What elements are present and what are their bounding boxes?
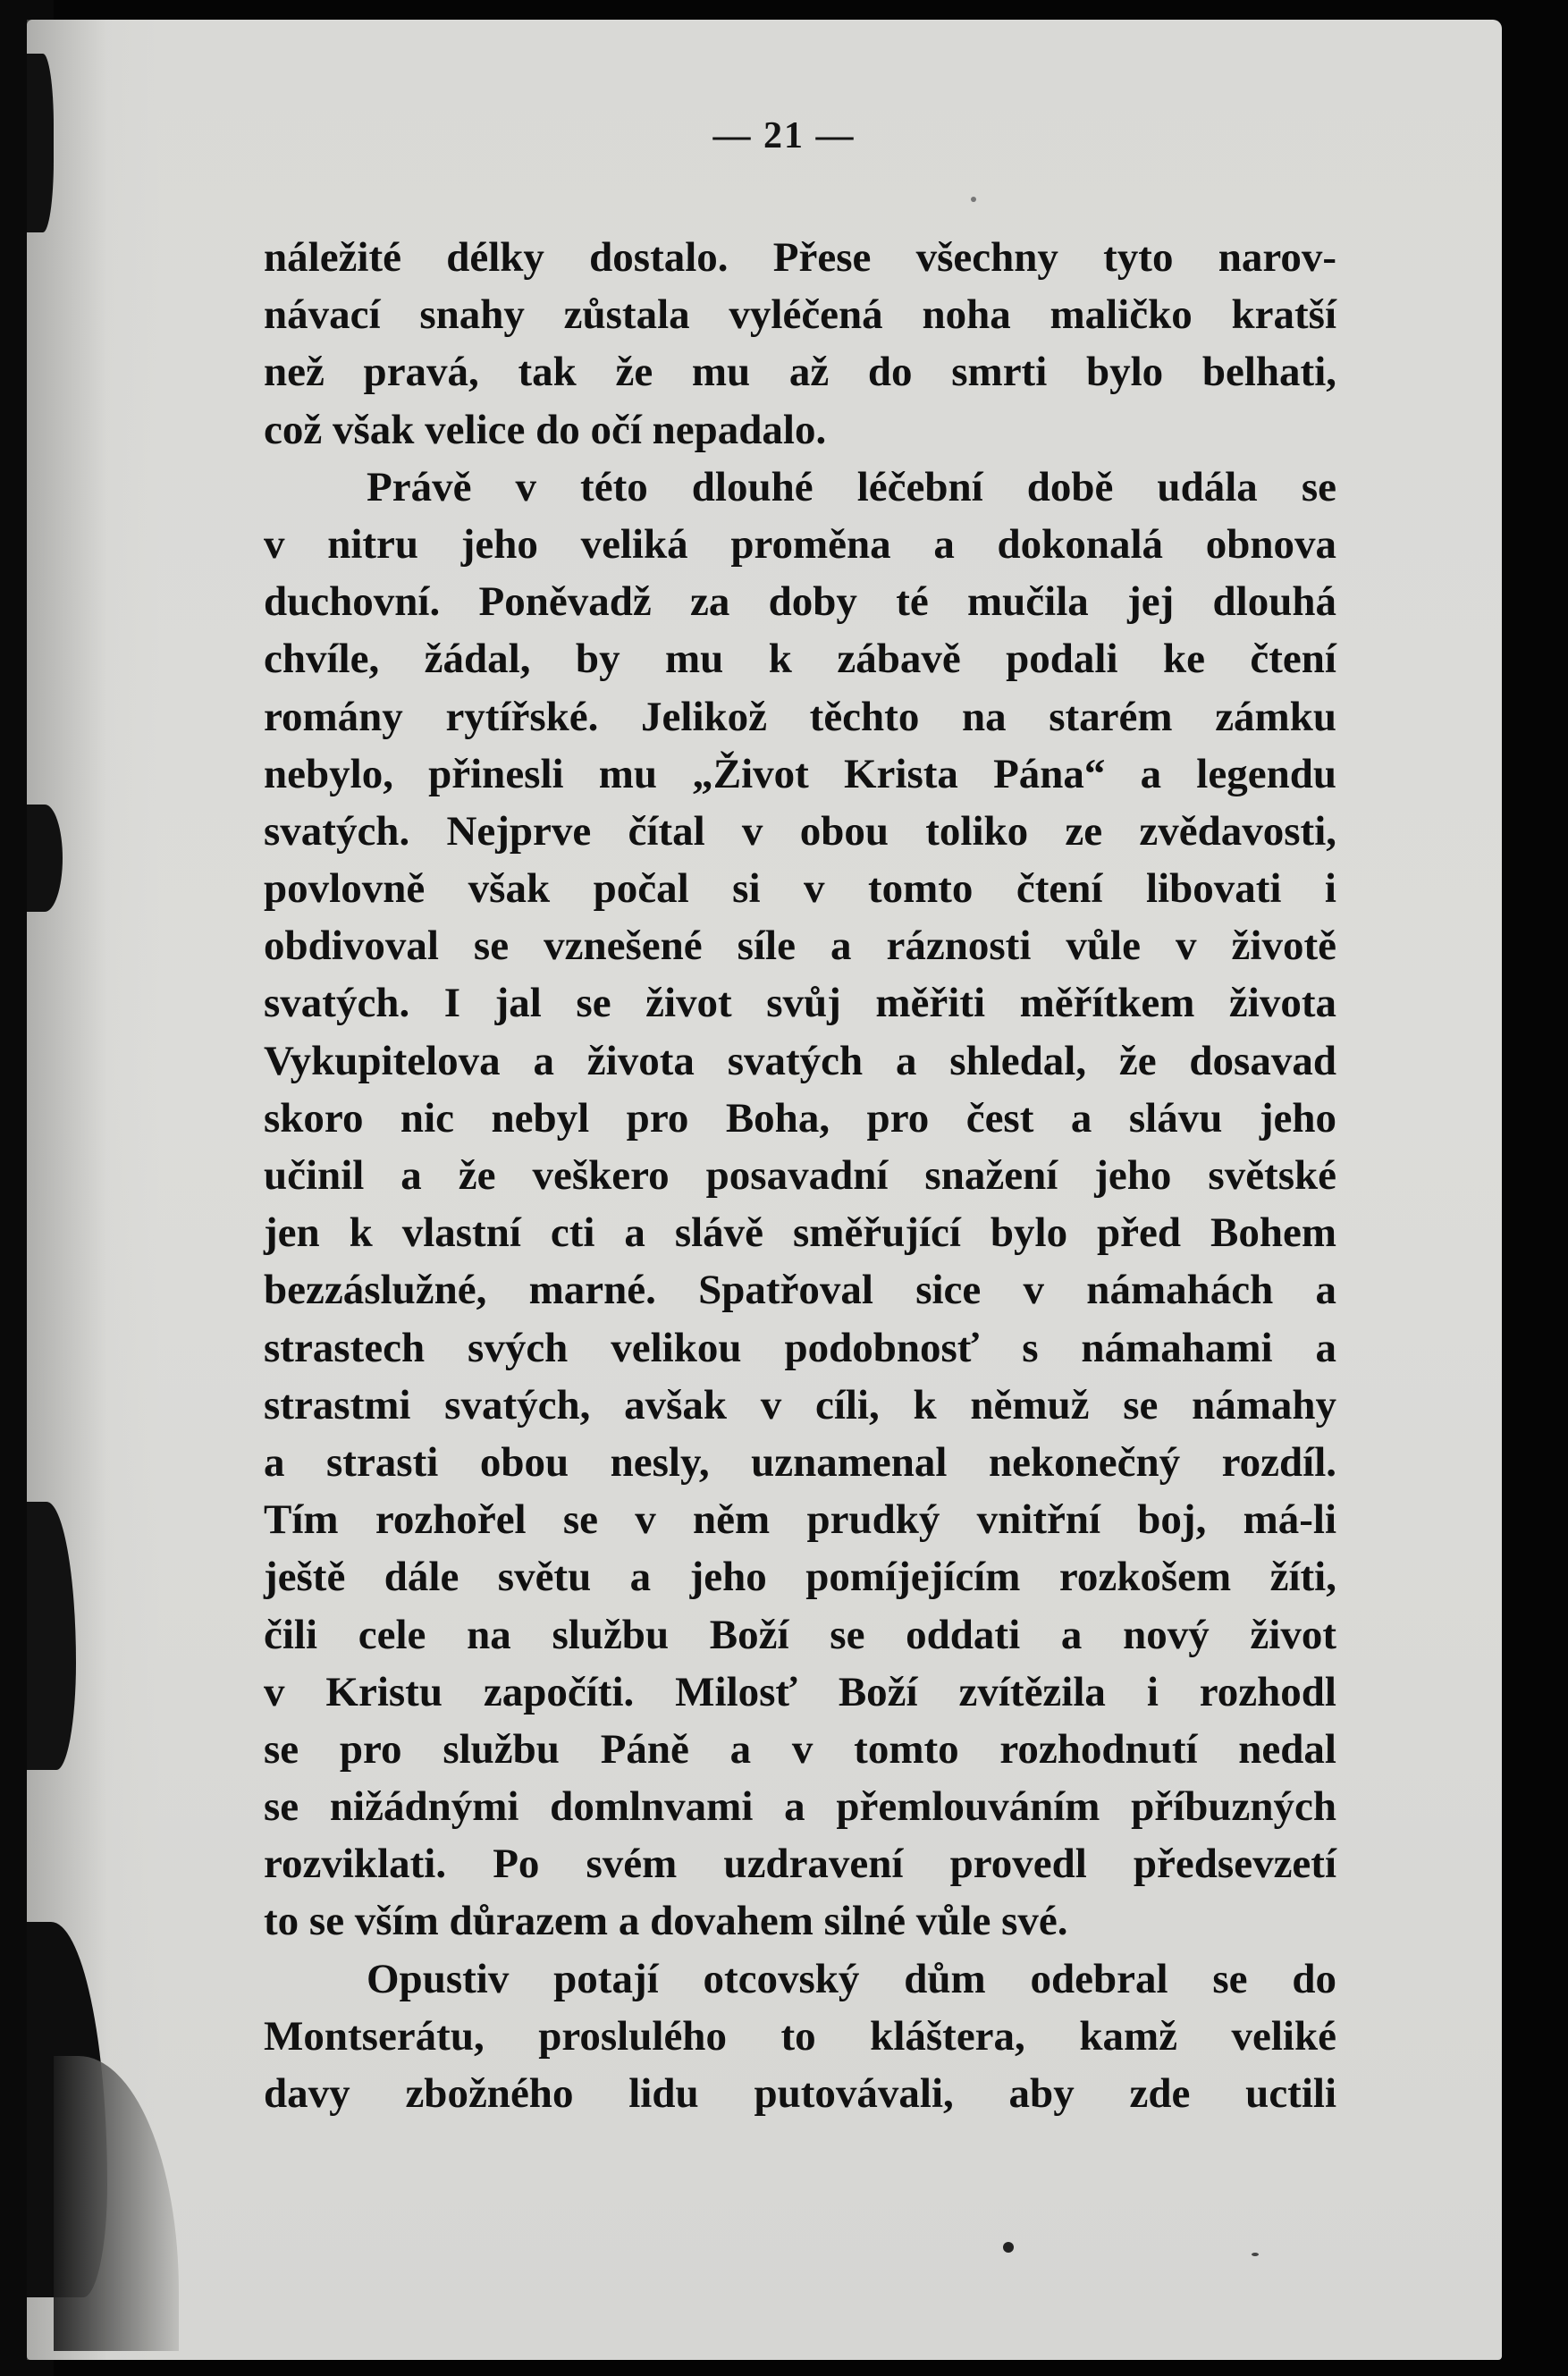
text-line: návací snahy zůstala vyléčená noha maličko kratší [264,291,1336,339]
text-line: ještě dále světu a jeho pomíjejícím rozkošem žíti, [264,1554,1336,1601]
text-line: strastech svých velikou podobnosť s námahami a [264,1324,1336,1371]
text-line: rozviklati. Po svém uzdravení provedl předsevzetí [264,1841,1336,1888]
text-line: nebylo, přinesli mu „Život Krista Pána“ a legendu [264,750,1336,797]
text-line: to se vším důrazem a dovahem silné vůle své. [264,1898,1068,1945]
text-line: duchovní. Poněvadž za doby té mučila jej dlouhá [264,578,1336,626]
text-line: Vykupitelova a života svatých a shledal, že dosavad [264,1037,1336,1084]
text-line: strastmi svatých, avšak v cíli, k němuž se námahy [264,1381,1336,1428]
text-line: učinil a že veškero posavadní snažení jeho světské [264,1152,1336,1199]
text-line: Tím rozhořel se v něm prudký vnitřní boj, má-li [264,1496,1336,1544]
page-number: — 21 — [712,115,856,156]
text-line: v nitru jeho veliká proměna a dokonalá obnova [264,520,1336,568]
text-line: než pravá, tak že mu až do smrti bylo belhati, [264,349,1336,396]
text-line: jen k vlastní cti a slávě směřující bylo před Bohem [264,1209,1336,1257]
text-line: a strasti obou nesly, uznamenal nekonečný rozdíl. [264,1438,1336,1486]
body-text [264,229,1336,2122]
ink-speck [971,197,976,202]
text-line: davy zbožného lidu putovávali, aby zde uctili [264,2070,1336,2117]
text-line: Právě v této dlouhé léčební době udála se [367,463,1336,510]
text-line: svatých. Nejprve čítal v obou toliko ze zvědavosti, [264,807,1336,855]
torn-edge [27,805,63,912]
text-line: což však velice do očí nepadalo. [264,406,827,453]
ink-speck [1003,2242,1014,2253]
text-line: chvíle, žádal, by mu k zábavě podali ke čtení [264,636,1336,683]
text-line: povlovně však počal si v tomto čtení libovati i [264,865,1336,913]
text-line: bezzáslužné, marné. Spatřoval sice v námahách a [264,1267,1336,1314]
text-line: se nižádnými domlnvami a přemlouváním příbuzných [264,1783,1336,1831]
text-line: obdivoval se vznešené síle a ráznosti vůle v životě [264,923,1336,970]
ink-speck [1252,2253,1259,2256]
text-line: v Kristu započíti. Milosť Boží zvítězila i rozhodl [264,1668,1336,1715]
text-line: skoro nic nebyl pro Boha, pro čest a slávu jeho [264,1094,1336,1142]
text-line: se pro službu Páně a v tomto rozhodnutí nedal [264,1725,1336,1773]
text-line: Montserátu, proslulého to kláštera, kamž veliké [264,2012,1336,2060]
text-line: náležité délky dostalo. Přese všechny tyto narov- [264,234,1336,281]
text-line: čili cele na službu Boží se oddati a nový život [264,1611,1336,1658]
text-line: Opustiv potají otcovský dům odebral se do [367,1955,1336,2002]
text-line: romány rytířské. Jelikož těchto na starém zámku [264,693,1336,740]
text-line: svatých. I jal se život svůj měřiti měřítkem života [264,980,1336,1027]
